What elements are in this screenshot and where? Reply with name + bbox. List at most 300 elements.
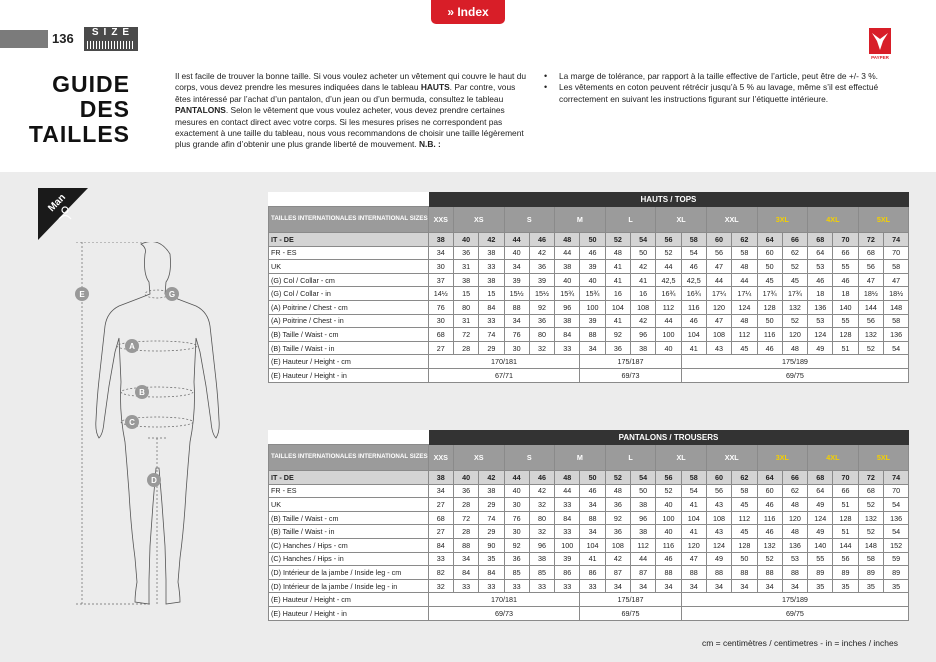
table-cell: 62 [732, 233, 757, 247]
table-cell: 53 [808, 314, 833, 328]
table-cell: 66 [782, 471, 807, 485]
table-cell: 56 [656, 233, 681, 247]
table-row [269, 233, 909, 247]
table-cell: 80 [529, 511, 554, 525]
table-cell: 74 [479, 511, 504, 525]
table-cell: 92 [605, 328, 630, 342]
table-cell: 56 [858, 260, 883, 274]
man-badge [38, 188, 88, 240]
index-button[interactable]: » Index [431, 0, 505, 24]
table-cell: 50 [757, 314, 782, 328]
table-cell: 17¼ [732, 287, 757, 301]
table-cell: 82 [428, 566, 453, 580]
table-cell: 33 [555, 525, 580, 539]
table-row [269, 511, 909, 525]
table-row [269, 341, 909, 355]
table-cell: 34 [681, 579, 706, 593]
table-row [269, 579, 909, 593]
table-row [269, 552, 909, 566]
table-cell: 56 [706, 246, 731, 260]
table-cell: 56 [833, 552, 858, 566]
height-row [269, 368, 909, 382]
table-cell: 70 [883, 246, 908, 260]
table-cell: 69/75 [580, 606, 681, 620]
size-header-cell: XXL [706, 207, 757, 233]
table-cell: 48 [605, 246, 630, 260]
table-cell: 43 [706, 341, 731, 355]
table-cell: 30 [504, 498, 529, 512]
size-header-cell: S [504, 445, 555, 471]
intro-part-2: . Par contre, vous êtes intéressé par l’achat d’un pantalon, d’un jean ou d’un bermuda, consultez le tableau [175, 82, 516, 104]
table-cell: 33 [428, 552, 453, 566]
table-cell: 69/73 [580, 368, 681, 382]
table-cell: 116 [757, 328, 782, 342]
table-cell: 52 [605, 233, 630, 247]
table-cell: 116 [757, 511, 782, 525]
table-cell: 88 [580, 328, 605, 342]
title-line-2: DES [79, 96, 130, 122]
table-cell: 35 [858, 579, 883, 593]
table-cell: 40 [656, 498, 681, 512]
title-line-3: TAILLES [28, 121, 130, 147]
table-cell: 49 [808, 341, 833, 355]
table-cell: 88 [782, 566, 807, 580]
label-e: E [79, 290, 85, 299]
table-cell: 62 [782, 484, 807, 498]
table-cell: 39 [555, 552, 580, 566]
table-cell: 42 [631, 314, 656, 328]
table-cell: 17¾ [782, 287, 807, 301]
table-cell: 132 [782, 300, 807, 314]
logo-text: PAYPER [871, 55, 889, 60]
table-cell: 104 [605, 300, 630, 314]
row-label: (B) Taille / Waist - in [269, 341, 429, 355]
table-row [269, 287, 909, 301]
table-cell: 41 [605, 260, 630, 274]
table-cell: 34 [782, 579, 807, 593]
table-cell: 27 [428, 498, 453, 512]
table-cell: 104 [681, 511, 706, 525]
table-cell: 52 [656, 246, 681, 260]
table-cell: 30 [504, 525, 529, 539]
table-cell: 69/75 [681, 368, 909, 382]
table-cell: 36 [529, 314, 554, 328]
label-b: B [139, 388, 145, 397]
table-cell: 47 [681, 552, 706, 566]
row-label: (A) Poitrine / Chest - cm [269, 300, 429, 314]
table-row [269, 300, 909, 314]
table-cell: 38 [428, 471, 453, 485]
table-cell: 68 [808, 471, 833, 485]
table-cell: 58 [858, 552, 883, 566]
table-cell: 28 [453, 525, 478, 539]
table-cell: 15 [453, 287, 478, 301]
row-label: (B) Taille / Waist - in [269, 525, 429, 539]
table-cell: 39 [580, 260, 605, 274]
table-cell: 54 [631, 471, 656, 485]
table-cell: 58 [732, 246, 757, 260]
intro-bold-pantalons: PANTALONS [175, 105, 226, 116]
table-cell: 30 [428, 314, 453, 328]
table-cell: 92 [529, 300, 554, 314]
size-header-cell: 3XL [757, 445, 808, 471]
table-cell: 55 [808, 552, 833, 566]
table-cell: 48 [732, 314, 757, 328]
table-row [269, 498, 909, 512]
table-cell: 47 [883, 273, 908, 287]
table-cell: 88 [681, 566, 706, 580]
table-cell: 41 [605, 314, 630, 328]
table-cell: 34 [706, 579, 731, 593]
table-cell: 42 [529, 246, 554, 260]
size-header-row [269, 445, 909, 471]
table-cell: 16¾ [656, 287, 681, 301]
table-cell: 34 [428, 246, 453, 260]
table-cell: 58 [883, 314, 908, 328]
table-cell: 30 [428, 260, 453, 274]
size-header-cell: 5XL [858, 445, 909, 471]
table-cell: 76 [504, 328, 529, 342]
table-cell: 175/187 [580, 593, 681, 607]
size-header-cell: XXS [428, 445, 453, 471]
table-cell: 120 [706, 300, 731, 314]
table-cell: 170/181 [428, 355, 580, 369]
table-cell: 32 [529, 498, 554, 512]
row-label: FR - ES [269, 246, 429, 260]
table-cell: 40 [453, 233, 478, 247]
table-cell: 89 [808, 566, 833, 580]
table-cell: 45 [732, 341, 757, 355]
table-cell: 14½ [428, 287, 453, 301]
table-cell: 128 [757, 300, 782, 314]
table-cell: 40 [580, 273, 605, 287]
table-cell: 31 [453, 314, 478, 328]
table-cell: 29 [479, 341, 504, 355]
size-header-cell: 3XL [757, 207, 808, 233]
size-header-cell: XXS [428, 207, 453, 233]
table-cell: 37 [428, 273, 453, 287]
table-cell: 96 [529, 538, 554, 552]
table-cell: 84 [479, 300, 504, 314]
table-cell: 108 [706, 328, 731, 342]
label-a: A [129, 342, 135, 351]
table-cell: 34 [631, 579, 656, 593]
table-cell: 40 [656, 525, 681, 539]
table-cell: 33 [529, 579, 554, 593]
height-row [269, 355, 909, 369]
table-cell: 58 [681, 471, 706, 485]
table-cell: 33 [479, 314, 504, 328]
table-cell: 74 [883, 471, 908, 485]
table-cell: 39 [504, 273, 529, 287]
table-cell: 90 [479, 538, 504, 552]
size-header-cell: M [555, 207, 606, 233]
table-cell: 15¾ [580, 287, 605, 301]
table-cell: 128 [833, 328, 858, 342]
table-cell: 44 [706, 273, 731, 287]
table-cell: 46 [529, 471, 554, 485]
table-cell: 18½ [883, 287, 908, 301]
table-cell: 47 [706, 260, 731, 274]
table-cell: 132 [858, 511, 883, 525]
table-cell: 36 [605, 341, 630, 355]
table-cell: 67/71 [428, 368, 580, 382]
table-cell: 38 [631, 525, 656, 539]
table-cell: 64 [808, 246, 833, 260]
size-header-row [269, 207, 909, 233]
table-cell: 68 [428, 328, 453, 342]
title-line-1: GUIDE [52, 71, 130, 97]
table-cell: 72 [858, 233, 883, 247]
table-cell: 76 [504, 511, 529, 525]
table-cell: 64 [757, 471, 782, 485]
body-figure [62, 242, 258, 622]
table-cell: 80 [529, 328, 554, 342]
table-cell: 112 [732, 328, 757, 342]
table-cell: 48 [555, 471, 580, 485]
table-cell: 33 [580, 579, 605, 593]
table-cell: 58 [883, 260, 908, 274]
table-cell: 45 [757, 273, 782, 287]
table-cell: 58 [732, 484, 757, 498]
table-cell: 54 [681, 246, 706, 260]
table-cell: 35 [808, 579, 833, 593]
table-cell: 16¾ [681, 287, 706, 301]
table-cell: 74 [479, 328, 504, 342]
table-cell: 89 [858, 566, 883, 580]
table-cell: 41 [631, 273, 656, 287]
table-cell: 47 [706, 314, 731, 328]
table-cell: 42 [631, 260, 656, 274]
size-section-badge [84, 27, 138, 51]
size-header-cell: XS [453, 207, 504, 233]
table-cell: 68 [858, 484, 883, 498]
table-cell: 116 [681, 300, 706, 314]
table-cell: 41 [681, 525, 706, 539]
table-cell: 46 [757, 525, 782, 539]
table-cell: 36 [605, 525, 630, 539]
table-cell: 52 [858, 341, 883, 355]
size-header-cell: XS [453, 445, 504, 471]
table-cell: 15½ [504, 287, 529, 301]
table-cell: 46 [580, 484, 605, 498]
table-cell: 70 [833, 233, 858, 247]
table-cell: 30 [504, 341, 529, 355]
table-cell: 48 [605, 484, 630, 498]
table-cell: 51 [833, 341, 858, 355]
table-cell: 45 [782, 273, 807, 287]
table-cell: 132 [858, 328, 883, 342]
table-cell: 88 [580, 511, 605, 525]
label-g: G [168, 290, 176, 299]
table-cell: 18 [833, 287, 858, 301]
table-cell: 41 [681, 341, 706, 355]
row-label: (A) Poitrine / Chest - in [269, 314, 429, 328]
ruler-icon [87, 41, 135, 49]
page-tab-bar [0, 30, 48, 48]
row-label: (B) Taille / Waist - cm [269, 511, 429, 525]
table-cell: 100 [656, 511, 681, 525]
size-header-cell: 4XL [808, 445, 859, 471]
table-cell: 43 [706, 498, 731, 512]
table-cell: 64 [757, 233, 782, 247]
row-label: (D) Intérieur de la jambe / Inside leg - cm [269, 566, 429, 580]
table-cell: 52 [782, 260, 807, 274]
table-cell: 42 [479, 471, 504, 485]
table-cell: 108 [631, 300, 656, 314]
table-cell: 175/187 [580, 355, 681, 369]
table-cell: 36 [453, 484, 478, 498]
row-label: (G) Col / Collar - in [269, 287, 429, 301]
table-cell: 68 [428, 511, 453, 525]
table-cell: 49 [808, 525, 833, 539]
table-cell: 84 [555, 328, 580, 342]
height-row [269, 593, 909, 607]
table-cell: 84 [555, 511, 580, 525]
table-cell: 48 [782, 525, 807, 539]
table-cell: 70 [833, 471, 858, 485]
table-cell: 50 [631, 246, 656, 260]
table-cell: 50 [580, 233, 605, 247]
table-cell: 28 [453, 498, 478, 512]
table-cell: 68 [858, 246, 883, 260]
table-cell: 87 [631, 566, 656, 580]
size-header-cell: 4XL [808, 207, 859, 233]
table-cell: 35 [479, 552, 504, 566]
table-cell: 92 [504, 538, 529, 552]
table-cell: 148 [858, 538, 883, 552]
table-cell: 46 [681, 260, 706, 274]
table-cell: 16 [631, 287, 656, 301]
table-cell: 44 [555, 246, 580, 260]
table-cell: 175/189 [681, 593, 909, 607]
table-cell: 33 [453, 579, 478, 593]
table-title: PANTALONS / TROUSERS [428, 431, 909, 445]
table-cell: 46 [656, 552, 681, 566]
table-cell: 44 [631, 552, 656, 566]
table-cell: 48 [555, 233, 580, 247]
table-cell: 44 [732, 273, 757, 287]
table-cell: 48 [782, 341, 807, 355]
table-cell: 88 [656, 566, 681, 580]
table-cell: 40 [555, 273, 580, 287]
waist-line [121, 387, 193, 397]
table-cell: 112 [732, 511, 757, 525]
table-cell: 136 [883, 328, 908, 342]
table-cell: 84 [479, 566, 504, 580]
table-cell: 72 [858, 471, 883, 485]
table-cell: 58 [681, 233, 706, 247]
table-cell: 33 [555, 341, 580, 355]
row-label: (C) Hanches / Hips - in [269, 552, 429, 566]
table-cell: 15½ [529, 287, 554, 301]
table-cell: 38 [479, 246, 504, 260]
table-cell: 100 [555, 538, 580, 552]
note-item: • La marge de tolérance, par rapport à la taille effective de l’article, peut être de +/- 3 %. [543, 71, 903, 82]
table-cell: 55 [833, 260, 858, 274]
intro-text [175, 71, 533, 151]
table-cell: 88 [757, 566, 782, 580]
table-cell: 42 [605, 552, 630, 566]
table-cell: 41 [681, 498, 706, 512]
size-header-cell: 5XL [858, 207, 909, 233]
table-cell: 31 [453, 260, 478, 274]
table-cell: 50 [732, 552, 757, 566]
table-cell: 72 [453, 511, 478, 525]
table-cell: 33 [479, 260, 504, 274]
table-cell: 96 [631, 328, 656, 342]
table-cell: 88 [453, 538, 478, 552]
table-corner [269, 193, 429, 207]
table-cell: 36 [605, 498, 630, 512]
table-cell: 66 [833, 246, 858, 260]
table-row [269, 328, 909, 342]
table-cell: 62 [782, 246, 807, 260]
table-cell: 69/73 [428, 606, 580, 620]
table-cell: 66 [833, 484, 858, 498]
table-cell: 34 [656, 579, 681, 593]
table-cell: 104 [681, 328, 706, 342]
table-cell: 152 [883, 538, 908, 552]
page-title [10, 72, 130, 147]
table-cell: 148 [883, 300, 908, 314]
table-cell: 49 [808, 498, 833, 512]
table-cell: 52 [656, 484, 681, 498]
table-cell: 39 [580, 314, 605, 328]
label-d: D [151, 476, 157, 485]
intro-part-1: Il est facile de trouver la bonne taille. Si vous voulez acheter un vêtement qui couvre le haut du corps, vous devez prendre les mesures indiquées dans le tableau [175, 71, 527, 93]
table-cell: 42,5 [656, 273, 681, 287]
table-cell: 86 [580, 566, 605, 580]
table-cell: 59 [883, 552, 908, 566]
table-row [269, 525, 909, 539]
table-cell: 36 [529, 260, 554, 274]
table-cell: 86 [555, 566, 580, 580]
height-row [269, 606, 909, 620]
table-cell: 42 [479, 233, 504, 247]
table-cell: 56 [656, 471, 681, 485]
table-cell: 38 [428, 233, 453, 247]
table-cell: 17¾ [757, 287, 782, 301]
table-cell: 43 [706, 525, 731, 539]
table-cell: 46 [681, 314, 706, 328]
table-cell: 29 [479, 498, 504, 512]
table-cell: 34 [453, 552, 478, 566]
row-label: (B) Taille / Waist - cm [269, 328, 429, 342]
table-cell: 52 [858, 498, 883, 512]
table-row [269, 246, 909, 260]
table-cell: 100 [656, 328, 681, 342]
label-c: C [129, 418, 135, 427]
table-cell: 52 [757, 552, 782, 566]
table-cell: 38 [555, 260, 580, 274]
table-cell: 69/75 [681, 606, 909, 620]
table-cell: 16 [605, 287, 630, 301]
table-cell: 56 [706, 484, 731, 498]
table-cell: 44 [656, 314, 681, 328]
table-cell: 89 [883, 566, 908, 580]
intro-part-3: . Selon le vêtement que vous voulez acheter, vous devez prendre certaines mesures en contact direct avec votre corps. Si les mesures prises ne correspondent pas exactement à une taille du tableau, nous vous recommandons de choisir une taille légèrement plus grande afin d’obtenir une plus grande liberté de mouvement. [175, 105, 524, 150]
man-label: Man [46, 192, 69, 215]
table-cell: 54 [681, 484, 706, 498]
notes [543, 71, 903, 105]
table-cell: 33 [479, 579, 504, 593]
table-cell: 46 [833, 273, 858, 287]
table-cell: 17¼ [706, 287, 731, 301]
table-cell: 66 [782, 233, 807, 247]
table-cell: 38 [555, 314, 580, 328]
body-outline [96, 242, 219, 604]
